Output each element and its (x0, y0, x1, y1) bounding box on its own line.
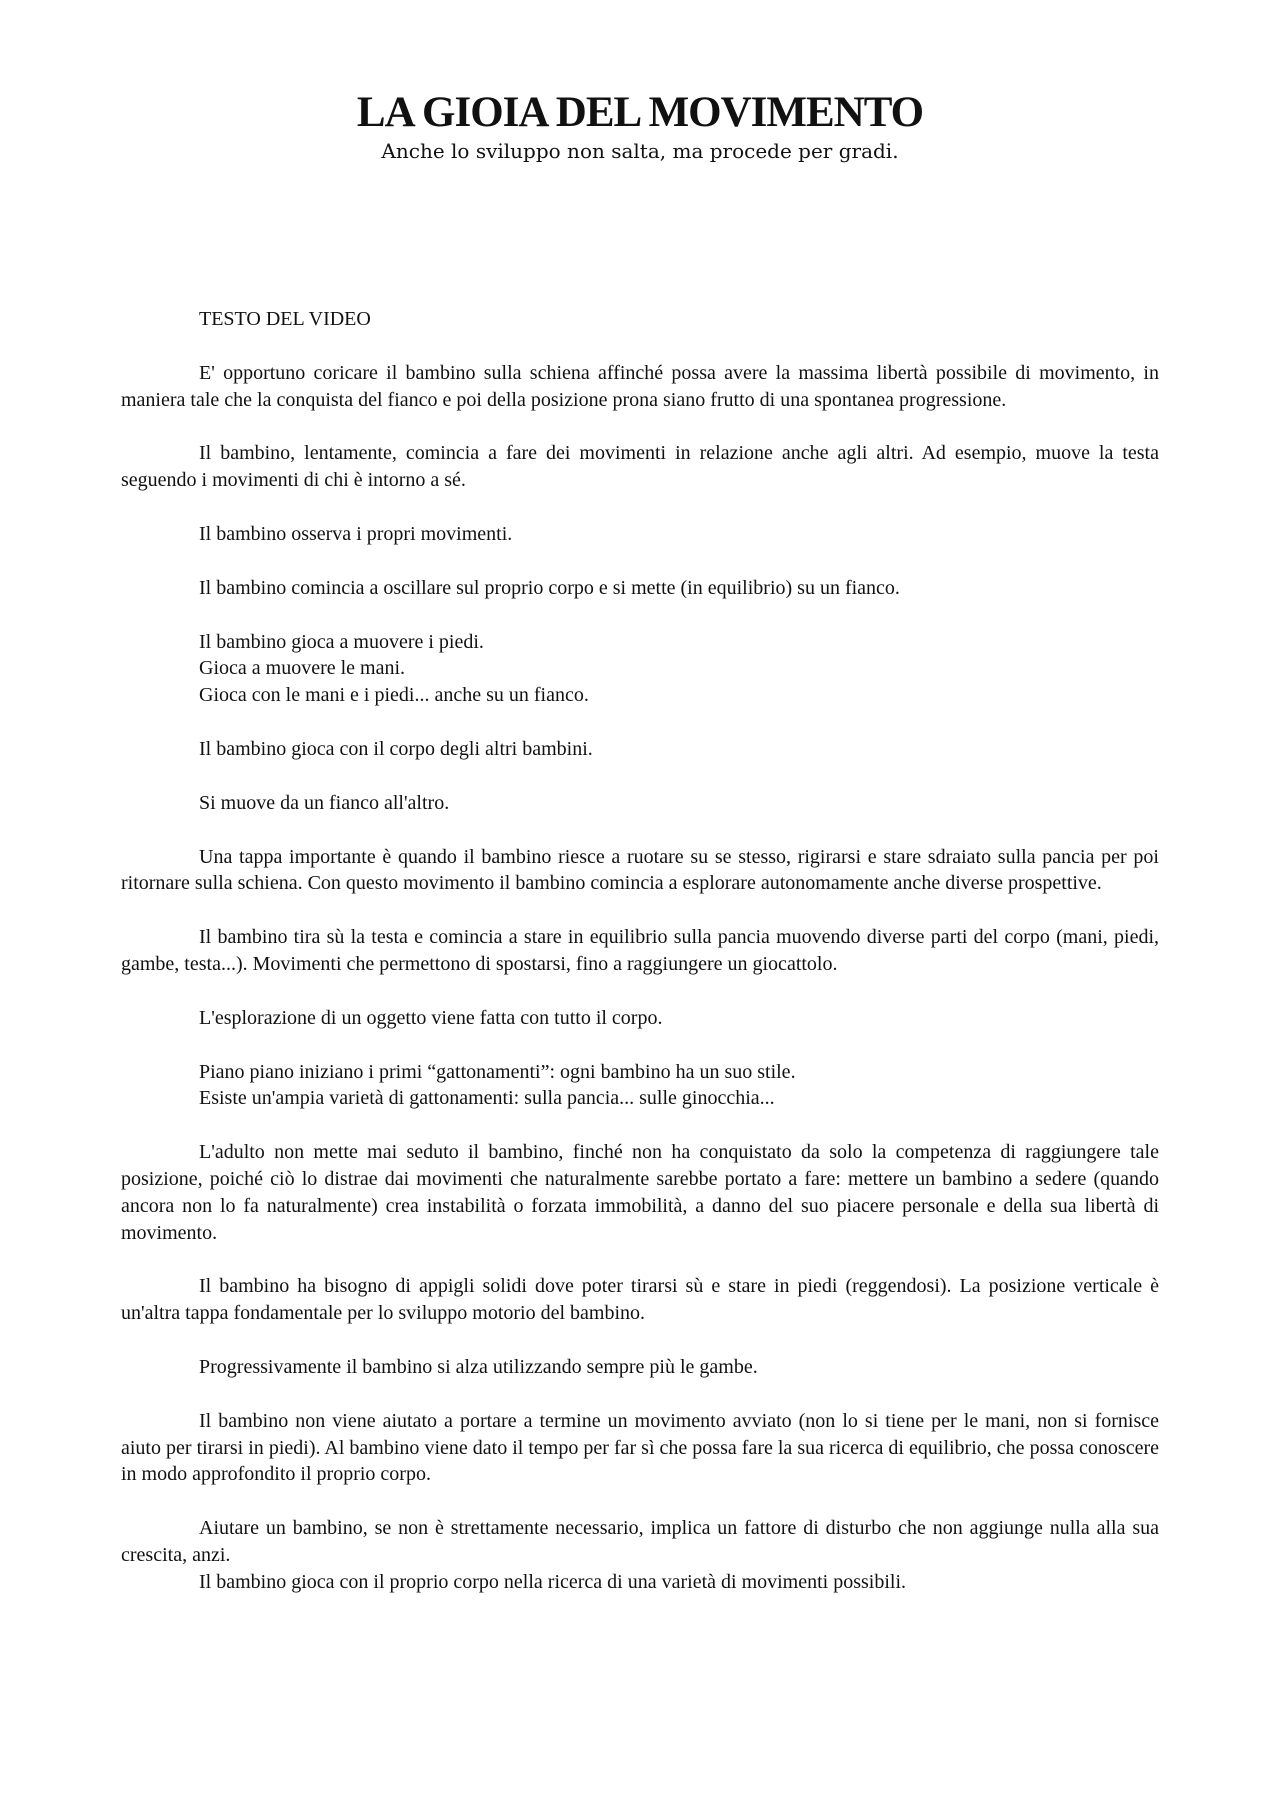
paragraph: Il bambino ha bisogno di appigli solidi dove poter tirarsi sù e stare in piedi (reggendosi). La posizione verticale è un'altra tappa fondamentale per lo sviluppo motorio del bambino. (121, 1275, 1159, 1325)
paragraph: Il bambino non viene aiutato a portare a termine un movimento avviato (non lo si tiene per le mani, non si fornisce aiuto per tirarsi in piedi). Al bambino viene dato il tempo per far sì che possa fare la sua ricerca di equilibrio, che possa conoscere in modo approfondito il proprio corpo. (121, 1409, 1159, 1486)
paragraph: L'adulto non mette mai seduto il bambino, finché non ha conquistato da solo la competenza di raggiungere tale posizione, poiché ciò lo distrae dai movimenti che naturalmente sarebbe portato a fare: mettere un bambino a sedere (quando ancora non lo fa naturalmente) crea instabilità o forzata immobilità, a danno del suo piacere personale e della sua libertà di movimento. (121, 1141, 1159, 1244)
paragraph: Una tappa importante è quando il bambino riesce a ruotare su se stesso, rigirarsi e stare sdraiato sulla pancia per poi ritornare sulla schiena. Con questo movimento il bambino comincia a esplorare autonomamente anche diverse prospettive. (121, 845, 1159, 895)
paragraph: Il bambino, lentamente, comincia a fare dei movimenti in relazione anche agli altri. Ad esempio, muove la testa seguendo i movimenti di chi è intorno a sé. (121, 442, 1159, 492)
paragraph: Si muove da un fianco all'altro. (199, 791, 450, 814)
paragraph: Il bambino tira sù la testa e comincia a stare in equilibrio sulla pancia muovendo diverse parti del corpo (mani, piedi, gambe, testa...). Movimenti che permettono di spostarsi, fino a raggiungere un giocattolo. (121, 926, 1159, 975)
paragraph: Il bambino gioca con il corpo degli altri bambini. (199, 737, 593, 760)
paragraph: E' opportuno coricare il bambino sulla schiena affinché possa avere la massima libertà possibile di movimento, in maniera tale che la conquista del fianco e poi della posizione prona siano frutto di una spontanea progressione. (121, 361, 1159, 411)
paragraph: Il bambino osserva i propri movimenti. (199, 522, 513, 545)
paragraph: Il bambino gioca con il proprio corpo nella ricerca di una varietà di movimenti possibili. (199, 1570, 907, 1593)
paragraph-line: Gioca a muovere le mani. (199, 657, 406, 680)
paragraph: L'esplorazione di un oggetto viene fatta con tutto il corpo. (199, 1006, 663, 1029)
paragraph-line: Gioca con le mani e i piedi... anche su un fianco. (199, 684, 589, 707)
paragraph-line: Il bambino gioca a muovere i piedi. (199, 630, 484, 653)
section-heading: TESTO DEL VIDEO (199, 308, 371, 330)
document-subtitle: Anche lo sviluppo non salta, ma procede per gradi. (381, 139, 899, 163)
paragraph: Progressivamente il bambino si alza utilizzando sempre più le gambe. (199, 1355, 758, 1378)
document-title: LA GIOIA DEL MOVIMENTO (356, 89, 924, 136)
paragraph: Aiutare un bambino, se non è strettamente necessario, implica un fattore di disturbo che non aggiunge nulla alla sua crescita, anzi. (121, 1517, 1159, 1566)
paragraph-line: Esiste un'ampia varietà di gattonamenti: sulla pancia... sulle ginocchia... (199, 1087, 775, 1110)
paragraph-line: Piano piano iniziano i primi “gattonamenti”: ogni bambino ha un suo stile. (199, 1060, 796, 1083)
document-body (121, 306, 1159, 1623)
paragraph: Il bambino comincia a oscillare sul proprio corpo e si mette (in equilibrio) su un fianco. (199, 576, 900, 599)
